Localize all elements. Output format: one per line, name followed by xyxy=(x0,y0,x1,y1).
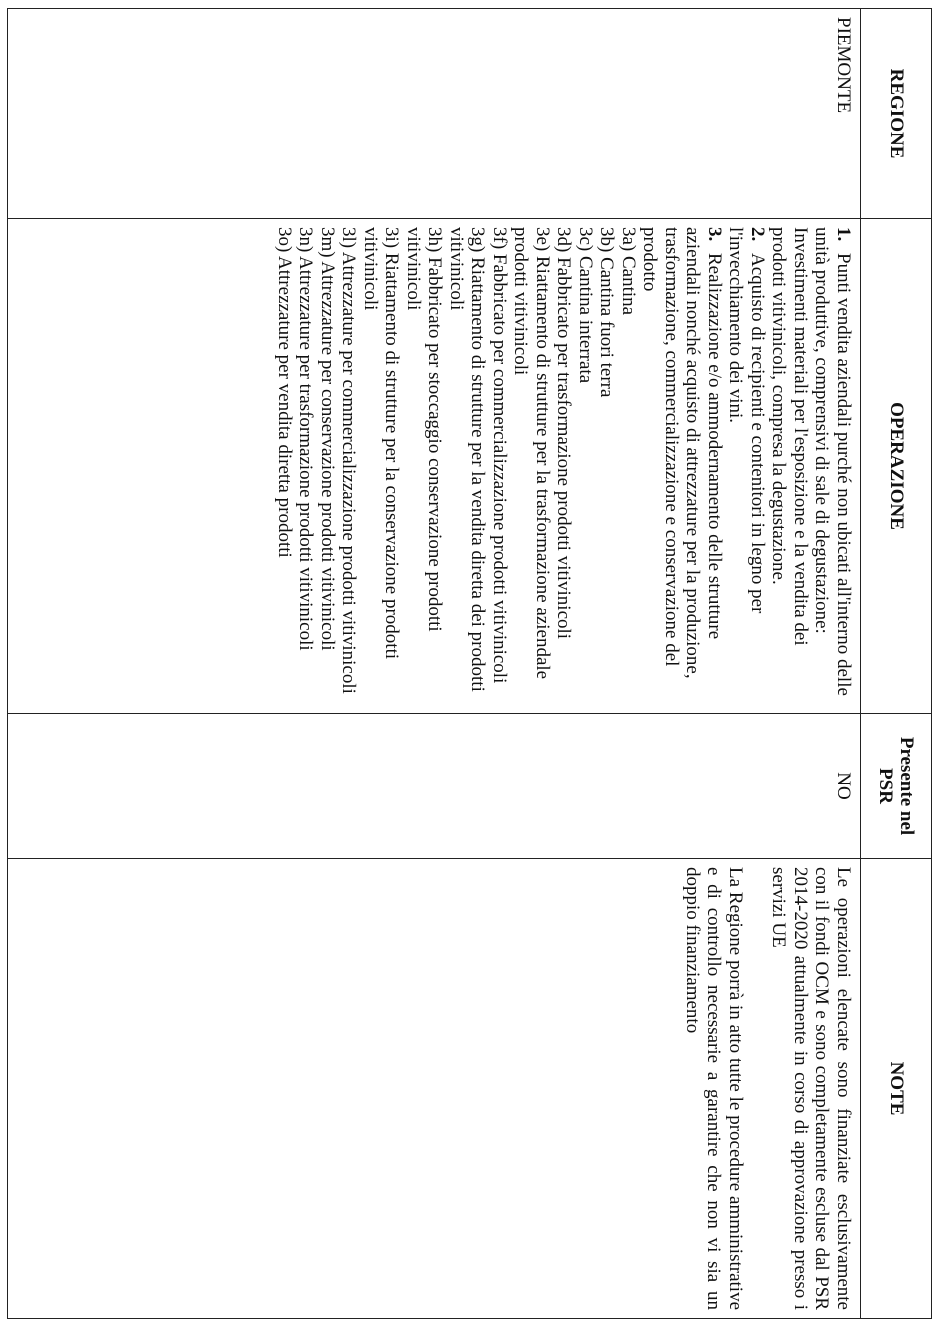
list-item: 3c) Cantina interrata xyxy=(575,227,596,384)
list-item: 3i) Riattamento di strutture per la conservazione prodotti vitivinicoli xyxy=(360,227,403,660)
rotated-page xyxy=(2,8,932,1318)
header-note: NOTE xyxy=(861,859,932,1319)
header-row xyxy=(861,9,932,1319)
operation-item: 3.Realizzazione e/o ammodernamento delle strutture aziendali nonché acquisto di attrezzature per la produzione, trasformazione, commercializzazione e conservazione del prodotto xyxy=(639,227,725,679)
list-item: 3o) Attrezzature per vendita diretta prodotti xyxy=(274,227,295,558)
notes-cell xyxy=(8,859,861,1319)
header-regione: REGIONE xyxy=(861,9,932,219)
operations-table xyxy=(7,8,932,1319)
sub-items-list xyxy=(274,227,640,705)
region-cell: PIEMONTE xyxy=(8,9,861,219)
note-paragraph: La Regione porrà in atto tutte le procedure amministrative e di controllo necessarie a garantire che non vi sia un doppio finanziamento xyxy=(682,867,746,1310)
operations-cell xyxy=(8,219,861,714)
list-item: 3l) Attrezzature per commercializzazione prodotti vitivinicoli xyxy=(338,227,360,694)
list-item: 3m) Attrezzature per conservazione prodotti vitivinicoli xyxy=(317,227,338,651)
list-item: 3a) Cantina xyxy=(618,227,639,316)
list-item: 3d) Fabbricato per trasformazione prodotti vitivinicoli xyxy=(553,227,575,640)
list-item: 3g) Riattamento di strutture per la vendita diretta dei prodotti vitivinicoli xyxy=(446,227,489,692)
operation-item: 2.Acquisto di recipienti e contenitori in legno per l'invecchiamento dei vini. xyxy=(725,227,768,614)
list-item: 3n) Attrezzature per trasformazione prodotti vitivinicoli xyxy=(295,227,317,651)
list-item: 3f) Fabbricato per commercializzazione prodotti vitivinicoli xyxy=(489,227,510,684)
list-item: 3h) Fabbricato per stoccaggio conservazione prodotti vitivinicoli xyxy=(403,227,446,632)
psr-value: NO xyxy=(833,772,854,800)
operation-item: 1.Punti vendita aziendali purché non ubicati all'interno delle unità produttive, comprensivi di sale di degustazione: Investimenti materiali per l'esposizione e la vendita dei prodotti vitivinicoli, compresa la degustazione. xyxy=(768,227,854,696)
list-item: 3b) Cantina fuori terra xyxy=(596,227,618,398)
header-operazione: OPERAZIONE xyxy=(861,219,932,714)
header-presente-psr: Presente nel PSR xyxy=(861,714,932,859)
table-row xyxy=(8,9,861,1319)
psr-cell xyxy=(8,714,861,859)
note-paragraph: Le operazioni elencate sono finanziate esclusivamente con il fondi OCM e sono completamente escluse dal PSR 2014-2020 attualmente in corso di approvazione presso i servizi UE xyxy=(768,867,854,1310)
list-item: 3e) Riattamento di strutture per la trasformazione aziendale prodotti vitivinicoli xyxy=(510,227,553,680)
